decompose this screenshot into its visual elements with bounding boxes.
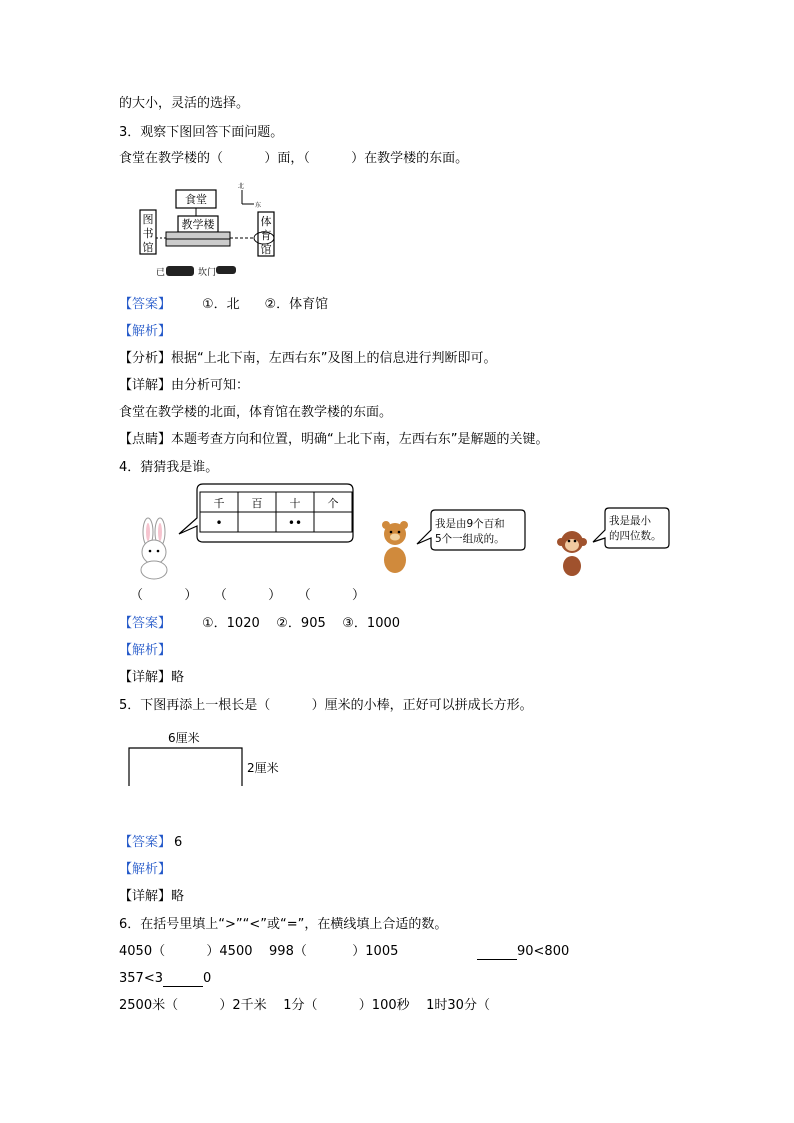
- question-5-title: 5．下图再添上一根长是（ ）厘米的小棒，正好可以拼成长方形。: [119, 698, 533, 713]
- answer-text: ①．1020 ②．905 ③．1000: [202, 616, 401, 631]
- top-length-label: 6厘米: [168, 731, 200, 745]
- svg-text:体: 体: [260, 215, 272, 228]
- compass-north-label: 北: [238, 183, 245, 190]
- svg-text:育: 育: [260, 229, 272, 242]
- library-char-2: 书: [142, 227, 154, 240]
- answer-tag: 【答案】: [119, 297, 172, 312]
- xiangjie-text: 略: [171, 889, 185, 904]
- dianjing-text: 本题考查方向和位置，明确“上北下南，左西右东”是解题的关键。: [171, 432, 549, 447]
- answer-tag: 【答案】: [119, 616, 172, 631]
- library-char-1: 图: [142, 213, 154, 226]
- question-3-title: 3．观察下图回答下面问题。: [119, 125, 284, 140]
- xiangjie-tag: 【详解】: [119, 889, 172, 904]
- bead-cell: ••: [287, 516, 303, 530]
- xiangjie-tag: 【详解】: [119, 378, 172, 393]
- library-char-3: 馆: [142, 241, 154, 254]
- direction-map: [136, 178, 286, 282]
- bubble-2-line-2: 5个一组成的。: [435, 533, 505, 545]
- dianjing-tag: 【点睛】: [119, 432, 172, 447]
- bear-icon: [382, 521, 408, 573]
- analysis-tag: 【解析】: [119, 643, 172, 658]
- place-header: 千: [213, 497, 225, 510]
- question-6-title: 6．在括号里填上“>”“<”或“=”，在横线填上合适的数。: [119, 917, 448, 932]
- teach-building-label: 教学楼: [181, 218, 215, 231]
- analysis-tag: 【解析】: [119, 324, 172, 339]
- guess-figure: [125, 480, 685, 582]
- svg-text:坎门: 坎门: [198, 268, 217, 278]
- bubble-3-line-1: 我是最小: [609, 515, 651, 527]
- xiangjie-text: 由分析可知：: [171, 378, 250, 393]
- q6-row-2-tail: 0: [202, 971, 212, 986]
- bubble-2-line-1: 我是由9个百和: [435, 518, 505, 530]
- xiangjie-line: [119, 889, 184, 905]
- analysis-tag: 【解析】: [119, 862, 172, 877]
- question-4-title: 4．猜猜我是谁。: [119, 460, 219, 475]
- dianjing-line: [119, 432, 549, 448]
- fenxi-text: 根据“上北下南，左西右东”及图上的信息进行判断即可。: [171, 351, 497, 366]
- rabbit-icon: [141, 518, 167, 579]
- xiangjie-line: [119, 378, 249, 394]
- q6-row-2-head: 357<3: [119, 971, 163, 986]
- svg-text:已: 已: [156, 268, 166, 278]
- question-3-text: 食堂在教学楼的（ ）面，（ ）在教学楼的东面。: [119, 151, 469, 166]
- bubble-3-line-2: 的四位数。: [609, 530, 662, 542]
- place-header: 百: [251, 497, 263, 510]
- compass-east-label: 东: [255, 202, 262, 209]
- side-length-label: 2厘米: [247, 761, 279, 775]
- answer-text: 6: [174, 835, 183, 850]
- xiangjie-text-2: 食堂在教学楼的北面，体育馆在教学楼的东面。: [119, 405, 393, 420]
- place-header: 个: [327, 497, 339, 510]
- q6-row-2: [119, 971, 211, 987]
- answer-tag: 【答案】: [119, 835, 172, 850]
- svg-text:馆: 馆: [260, 243, 272, 256]
- answer-blanks: （ ） （ ） （ ）: [130, 588, 366, 603]
- q6-row-1-blank: [477, 944, 569, 960]
- text-line: 的大小，灵活的选择。: [119, 96, 250, 111]
- xiangjie-line: [119, 670, 184, 686]
- q6-row-1-tail: 90<800: [517, 944, 570, 959]
- monkey-icon: [557, 531, 587, 576]
- bead-cell: •: [215, 516, 223, 530]
- fenxi-line: [119, 351, 497, 367]
- fenxi-tag: 【分析】: [119, 351, 172, 366]
- xiangjie-text: 略: [171, 670, 185, 685]
- q6-row-1: 4050（ ）4500 998（ ）1005: [119, 944, 399, 959]
- xiangjie-tag: 【详解】: [119, 670, 172, 685]
- place-header: 十: [289, 497, 301, 510]
- canteen-label: 食堂: [185, 193, 207, 206]
- q6-row-3: 2500米（ ）2千米 1分（ ）100秒 1时30分（: [119, 998, 490, 1013]
- answer-text: ①．北 ②．体育馆: [202, 297, 329, 312]
- rectangle-figure: [126, 726, 296, 790]
